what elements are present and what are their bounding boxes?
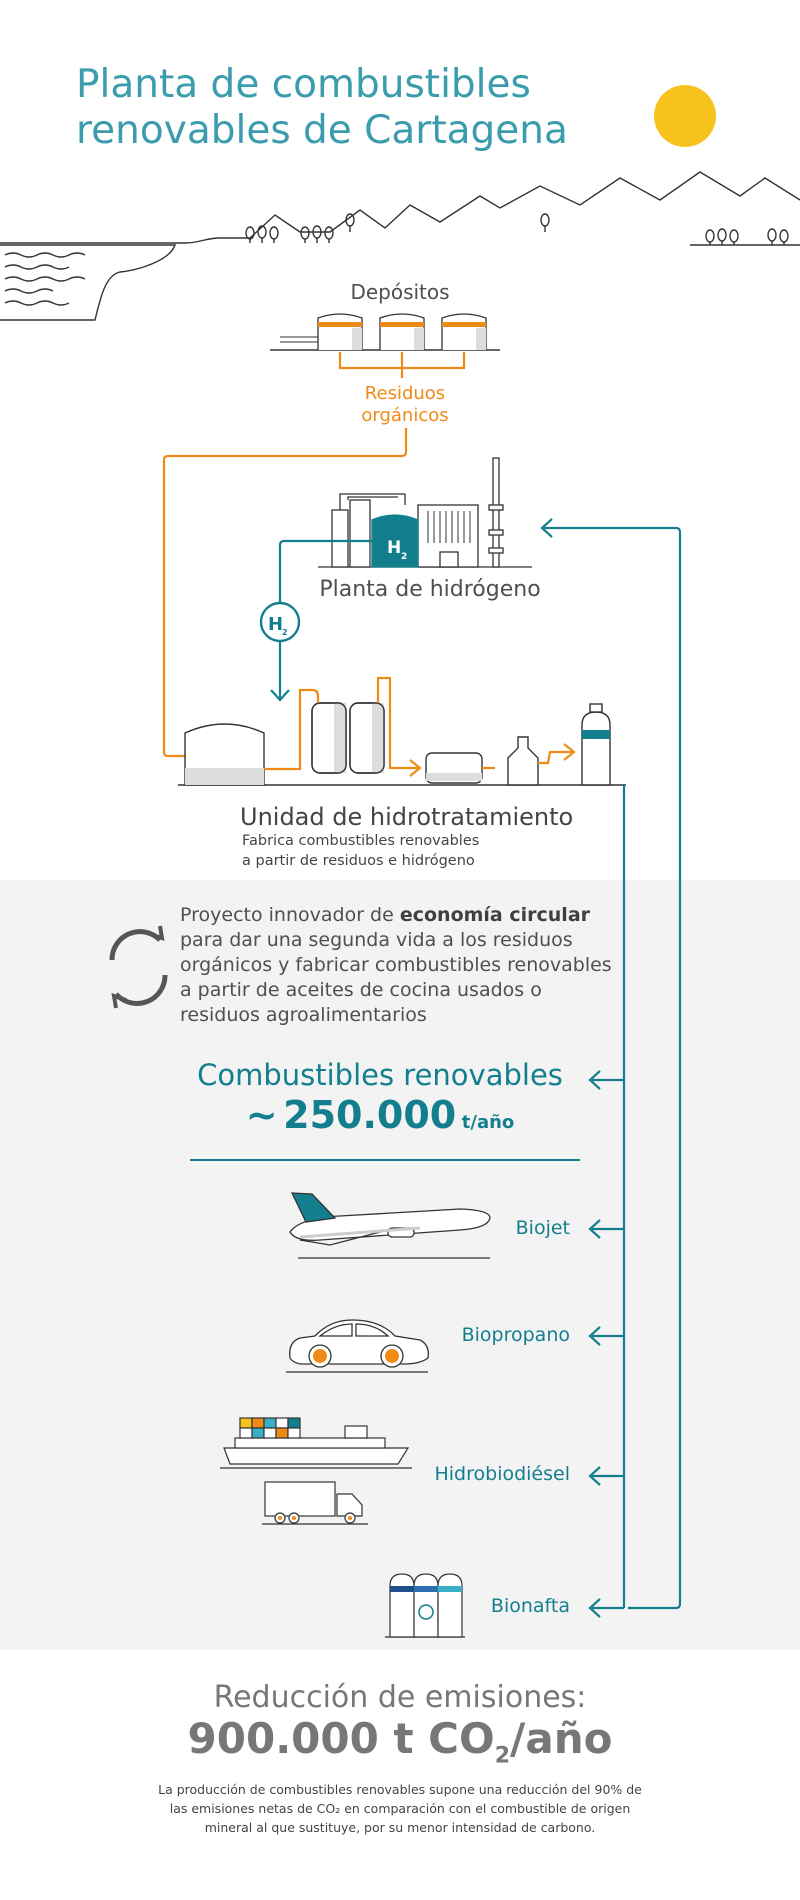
emissions-reduction-note: La producción de combustibles renovables supone una reducción del 90% de las emisiones netas de CO₂ en comparación con el combustible de origen mineral al que sustituye, por su menor intensidad de carbono. (158, 1782, 642, 1835)
hydrogen-plant-label: Planta de hidrógeno (319, 577, 541, 602)
renewable-fuels-quantity (130, 1093, 630, 1137)
organic-waste-label-line2: orgánicos (361, 405, 449, 426)
svg-text:H: H (387, 538, 402, 558)
renewable-fuels-title: Combustibles renovables (197, 1058, 563, 1092)
storage-tanks-icon (270, 314, 500, 350)
recycle-arrows-icon (112, 926, 165, 1008)
h2-circle-icon (261, 603, 299, 641)
circular-text-bold: economía circular (399, 904, 591, 926)
hydrogen-plant-icon (318, 458, 532, 567)
hydrotreatment-subtitle-line1: Fabrica combustibles renovables (242, 833, 480, 849)
emissions-reduction-title: Reducción de emisiones: (213, 1680, 587, 1715)
reduction-co: CO (428, 1714, 495, 1763)
circular-text-end: para dar una segunda vida a los residuos orgánicos y fabricar combustibles renovables a partir de aceites de cocina usados o residuos agroalimentarios (180, 929, 612, 1026)
svg-text:2: 2 (401, 552, 408, 562)
fuels-quantity-value: 250.000 (283, 1093, 457, 1137)
product-bionafta-label: Bionafta (490, 1595, 570, 1617)
hydrotreatment-unit-icon (178, 703, 626, 785)
circular-economy-text (180, 903, 620, 1028)
page-title: Planta de combustibles renovables de Cartagena (76, 62, 568, 153)
circular-text-start: Proyecto innovador de (180, 904, 400, 926)
fuels-quantity-unit: t/año (461, 1112, 515, 1133)
deposits-label: Depósitos (350, 280, 450, 304)
sun-icon (654, 85, 716, 147)
product-hidrobiodiesel-label: Hidrobiodiésel (434, 1463, 570, 1485)
organic-waste-label-line1: Residuos (364, 383, 446, 404)
fuels-prefix: ~ (245, 1093, 278, 1137)
hydrotreatment-subtitle (242, 831, 479, 871)
cargo-ship-icon (220, 1418, 412, 1468)
product-biopropano-label: Biopropano (461, 1324, 570, 1346)
truck-icon (262, 1482, 368, 1524)
hydrotreatment-subtitle-line2: a partir de residuos e hidrógeno (242, 853, 475, 869)
emissions-reduction-amount (100, 1714, 700, 1768)
hydrotreatment-title: Unidad de hidrotratamiento (240, 803, 574, 831)
svg-text:2: 2 (282, 628, 288, 637)
reduction-amount-value: 900.000 t (187, 1714, 414, 1763)
svg-text:H: H (268, 614, 284, 635)
reduction-unit: /año (510, 1714, 613, 1763)
organic-waste-label (330, 383, 480, 427)
product-biojet-label: Biojet (515, 1217, 570, 1239)
reduction-co-subscript: 2 (494, 1743, 511, 1769)
